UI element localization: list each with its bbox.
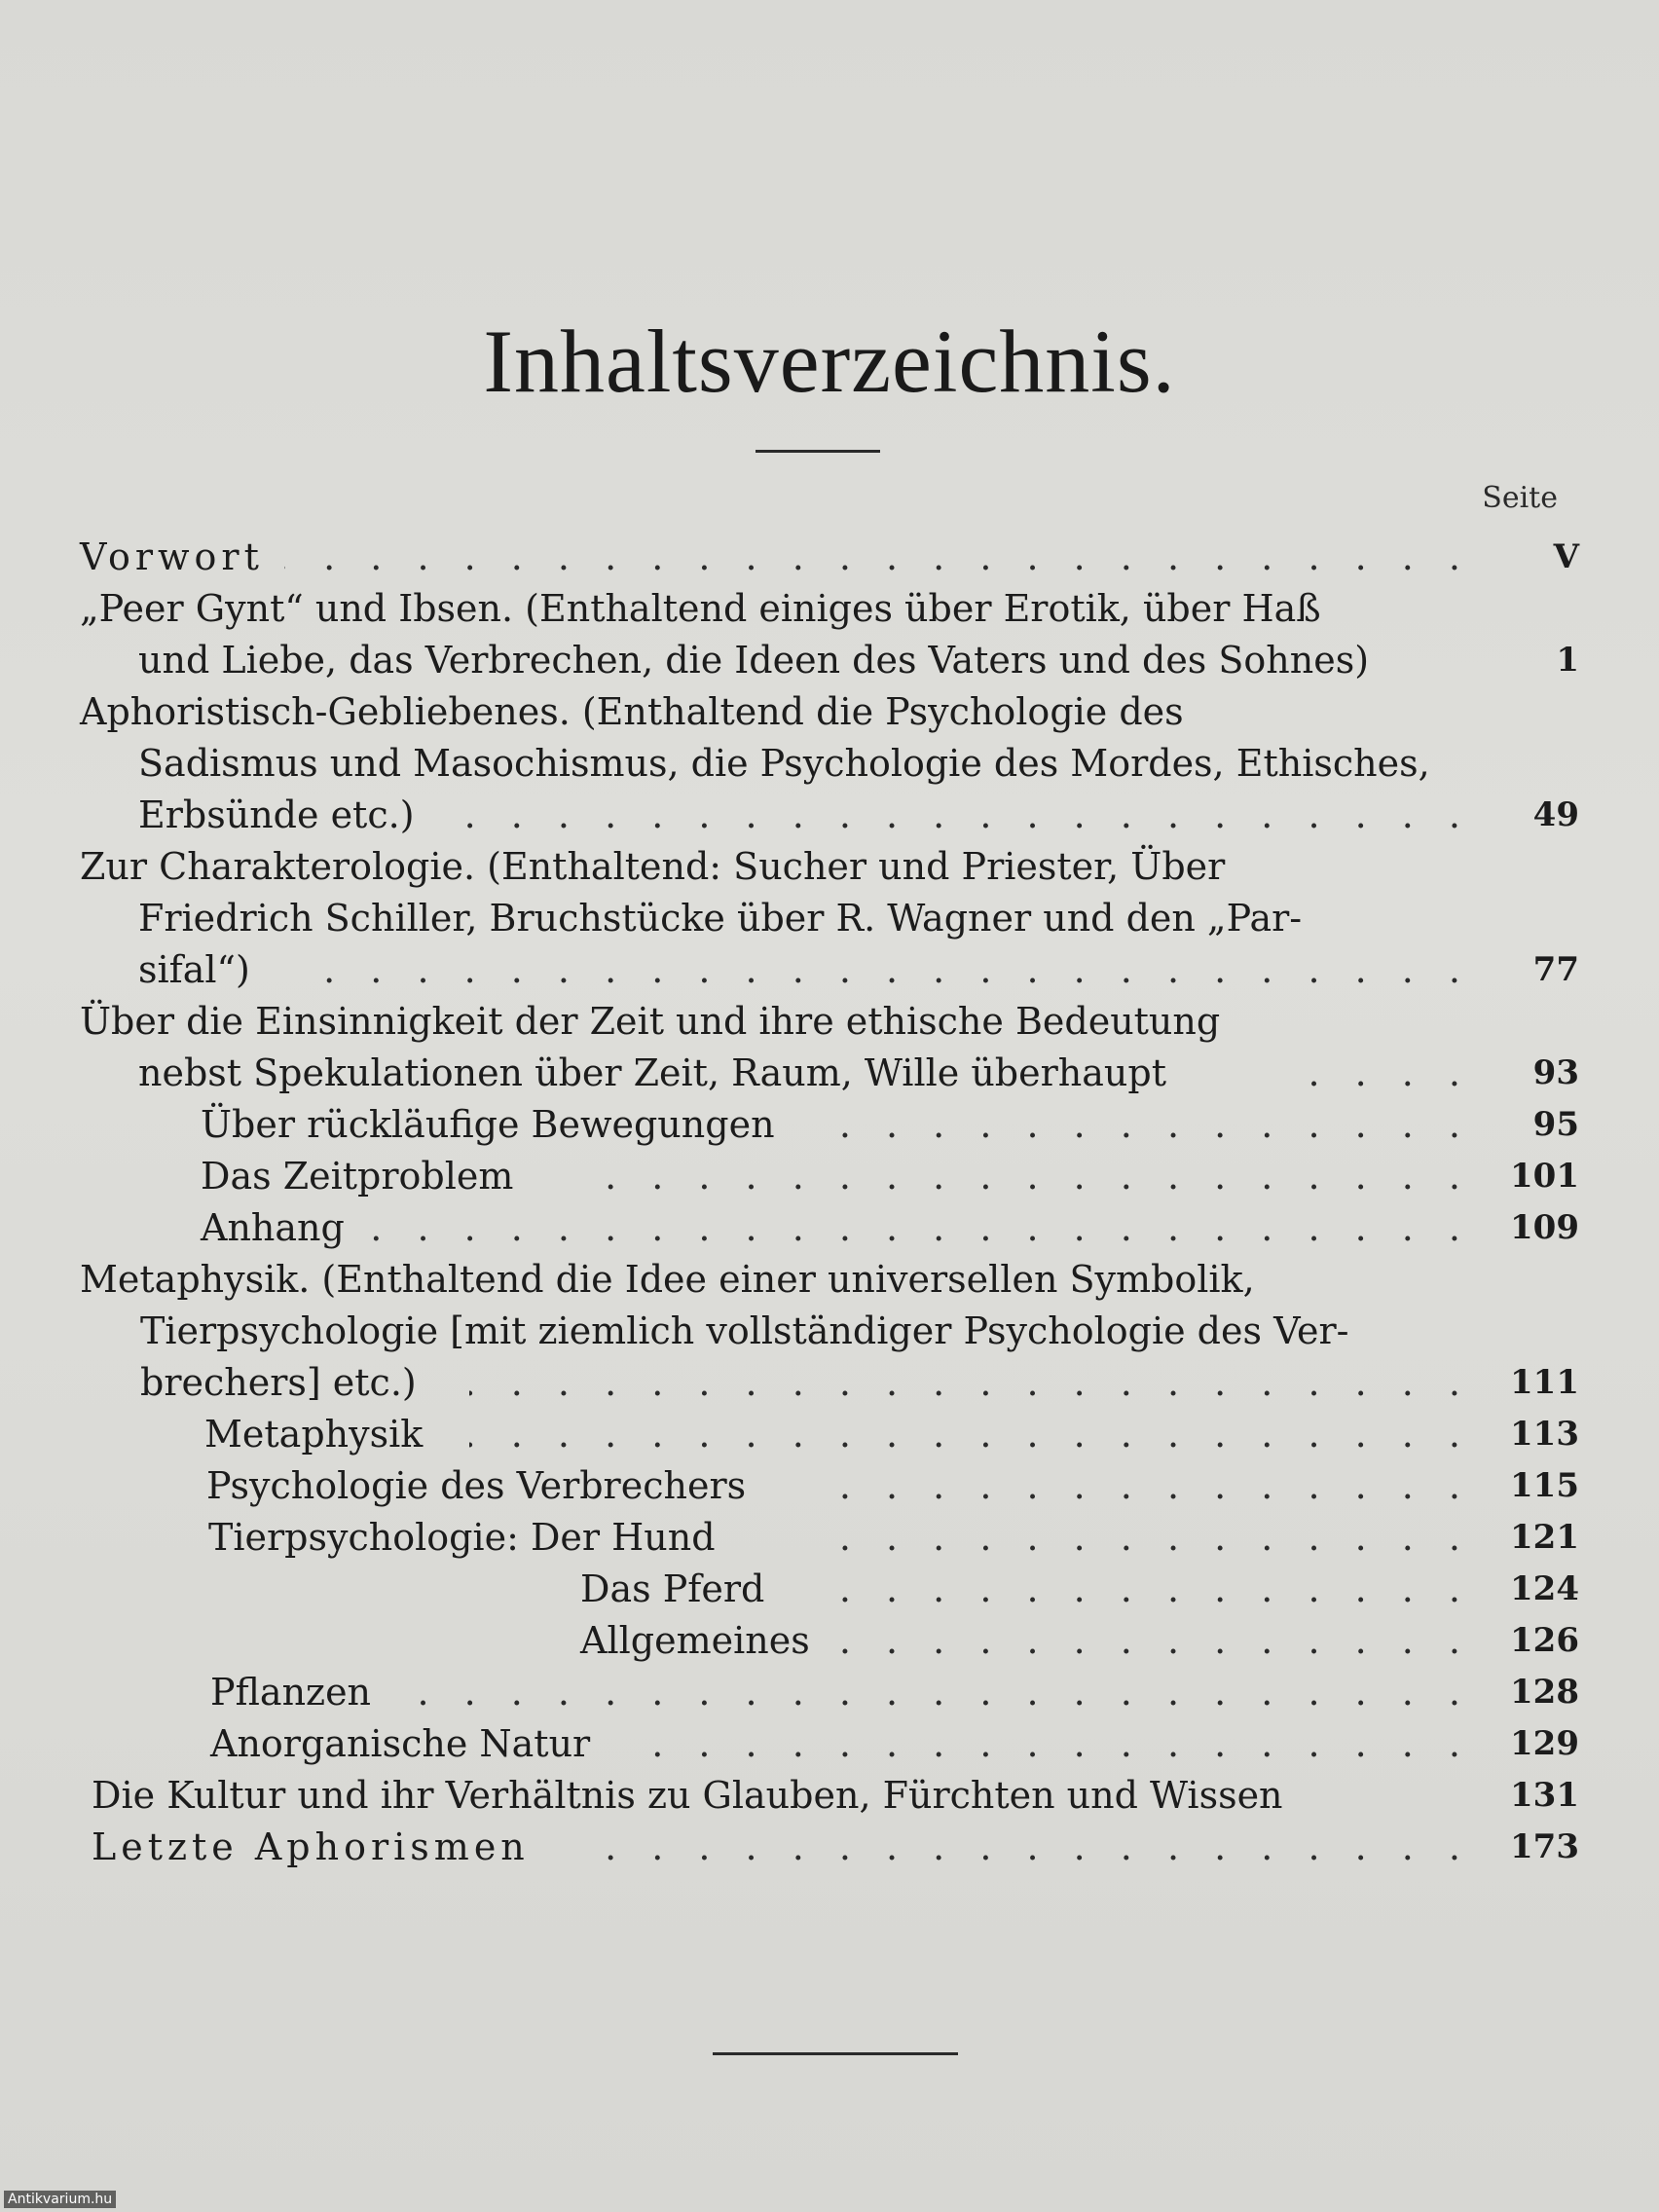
toc-page-number: 173 [1510, 1827, 1579, 1866]
toc-page-number: 115 [1510, 1466, 1579, 1505]
toc-entry [80, 1306, 1579, 1357]
toc-leader-dots [820, 1099, 1472, 1151]
toc-entry-title: Metaphysik. (Enthaltend die Idee einer universellen Symbolik, [80, 1258, 1255, 1301]
toc-leader-dots [460, 790, 1472, 841]
toc-entry-title: sifal“) [138, 948, 250, 991]
toc-entry-title: Psychologie des Verbrechers [206, 1464, 747, 1507]
toc-leader-dots [820, 1564, 1472, 1615]
toc-entry-title: brechers] etc.) [140, 1361, 417, 1404]
toc-entry [80, 1202, 1579, 1254]
toc-entry-title: Anhang [201, 1206, 345, 1249]
toc-page-number: 111 [1510, 1363, 1579, 1402]
toc-page-number: 128 [1510, 1673, 1579, 1712]
toc-leader-dots [645, 1718, 1472, 1770]
toc-page-number: 129 [1510, 1724, 1579, 1763]
toc-entry-title: Metaphysik [204, 1413, 424, 1456]
toc-page-number: 95 [1532, 1105, 1579, 1144]
toc-entry [80, 1151, 1579, 1202]
toc-entry [80, 1512, 1579, 1564]
page-title: Inhaltsverzeichnis. [483, 312, 1176, 411]
toc-page-number: 131 [1510, 1776, 1579, 1815]
toc-page-number: 93 [1532, 1053, 1579, 1092]
toc-entry [80, 738, 1579, 790]
toc-leader-dots [313, 944, 1472, 996]
toc-leader-dots [567, 1151, 1472, 1202]
toc-leader-dots [839, 1615, 1472, 1667]
toc-page-number: 1 [1556, 641, 1579, 680]
title-rule [756, 450, 880, 453]
toc-entry-title: „Peer Gynt“ und Ibsen. (Enthaltend einiges über Erotik, über Haß [80, 587, 1321, 630]
toc-entry-title: Allgemeines [580, 1619, 810, 1662]
toc-entry [80, 996, 1579, 1048]
toc-entry-title: Vorwort [80, 535, 264, 578]
toc-entry [80, 1254, 1579, 1306]
toc-entry-title: Aphoristisch-Gebliebenes. (Enthaltend die Psychologie des [80, 690, 1184, 733]
closing-rule [713, 2052, 958, 2055]
toc-leader-dots [469, 1409, 1472, 1460]
toc-entry [80, 790, 1579, 841]
toc-entry [80, 686, 1579, 738]
table-of-contents [80, 532, 1579, 1873]
toc-entry-title: nebst Spekulationen über Zeit, Raum, Wille überhaupt [138, 1051, 1166, 1094]
toc-leader-dots [469, 1357, 1472, 1409]
toc-page-number: 101 [1510, 1157, 1579, 1196]
toc-entry [80, 532, 1579, 583]
toc-entry [80, 1667, 1579, 1718]
toc-entry-title: Anorganische Natur [210, 1722, 591, 1765]
toc-page-number: 121 [1510, 1518, 1579, 1557]
toc-entry-title: Pflanzen [210, 1671, 372, 1714]
toc-entry-title: und Liebe, das Verbrechen, die Ideen des Vaters und des Sohnes) [138, 639, 1370, 682]
toc-entry-title: Über rückläufige Bewegungen [201, 1103, 775, 1146]
toc-entry-title: Die Kultur und ihr Verhältnis zu Glauben, Fürchten und Wissen [92, 1774, 1283, 1817]
toc-entry-title: Sadismus und Masochismus, die Psychologie des Mordes, Ethisches, [138, 742, 1430, 785]
toc-entry-title: Tierpsychologie: Der Hund [208, 1516, 716, 1559]
toc-leader-dots [820, 1460, 1472, 1512]
toc-entry [80, 1564, 1579, 1615]
toc-page-number: 109 [1510, 1208, 1579, 1247]
toc-entry [80, 1615, 1579, 1667]
toc-entry-title: Zur Charakterologie. (Enthaltend: Sucher und Priester, Über [80, 845, 1226, 888]
toc-entry [80, 841, 1579, 893]
toc-entry [80, 944, 1579, 996]
toc-entry [80, 1770, 1579, 1822]
toc-entry [80, 1409, 1579, 1460]
toc-leader-dots [372, 1202, 1472, 1254]
toc-page-number: 49 [1532, 795, 1579, 834]
toc-entry-title: Das Zeitproblem [201, 1155, 514, 1198]
toc-page-number: V [1553, 537, 1579, 576]
toc-page-number: 77 [1532, 950, 1579, 989]
toc-entry [80, 1718, 1579, 1770]
toc-entry-title: Das Pferd [580, 1567, 765, 1610]
toc-entry-title: Tierpsychologie [mit ziemlich vollständiger Psychologie des Ver- [140, 1309, 1349, 1352]
toc-entry-title: Über die Einsinnigkeit der Zeit und ihre ethische Bedeutung [80, 1000, 1221, 1043]
toc-entry [80, 1822, 1579, 1873]
toc-leader-dots [1307, 1048, 1472, 1099]
toc-entry-title: Erbsünde etc.) [138, 793, 415, 836]
toc-page-number: 113 [1510, 1415, 1579, 1454]
toc-leader-dots [586, 1822, 1472, 1873]
toc-entry [80, 1099, 1579, 1151]
toc-entry [80, 1357, 1579, 1409]
watermark: Antikvarium.hu [4, 2191, 116, 2208]
toc-entry-title: Friedrich Schiller, Bruchstücke über R. Wagner und den „Par- [138, 897, 1303, 940]
toc-entry [80, 1460, 1579, 1512]
toc-entry [80, 583, 1579, 635]
toc-page-number: 126 [1510, 1621, 1579, 1660]
page-column-header: Seite [1482, 481, 1558, 515]
toc-leader-dots [401, 1667, 1472, 1718]
toc-leader-dots [820, 1512, 1472, 1564]
toc-entry [80, 1048, 1579, 1099]
toc-entry [80, 893, 1579, 944]
toc-entry [80, 635, 1579, 686]
toc-page-number: 124 [1510, 1569, 1579, 1608]
toc-entry-title: Letzte Aphorismen [92, 1825, 530, 1868]
toc-leader-dots [284, 532, 1472, 583]
